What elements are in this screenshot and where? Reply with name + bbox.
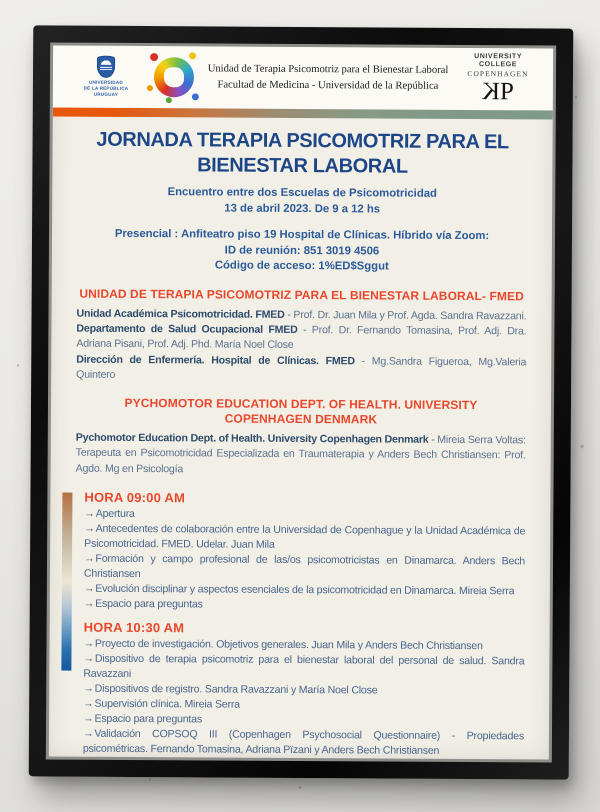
- vertical-gradient-bar: [61, 492, 72, 670]
- agenda: [74, 490, 526, 760]
- zoom-meeting-id: ID de reunión: 851 3019 4506: [224, 244, 380, 258]
- kp-mark-icon: KP: [480, 78, 515, 106]
- poster-content: [49, 116, 553, 759]
- arrow-icon: →: [83, 597, 95, 610]
- event-subtitle: [77, 185, 527, 219]
- logo-dot: [147, 85, 153, 91]
- agenda-item: [83, 652, 524, 685]
- fmed-entry-rest: - Prof. Dr. Fernando Tomasina, Prof. Adj. Dra. Adriana Pisani, Prof. Adj. Phd. María Noel Close: [76, 324, 527, 352]
- logo-dot: [166, 97, 172, 103]
- agenda-item-text: Dispositivos de registro. Sandra Ravazzani y María Noel Close: [94, 682, 378, 697]
- color-ring: [154, 57, 194, 97]
- poster-header: [53, 45, 553, 110]
- unit-ring-logo-icon: [152, 55, 196, 99]
- kp-text-line: COLLEGE: [478, 61, 518, 69]
- agenda-item-text: Proyecto de investigación. Objetivos generales. Juan Mila y Anders Bech Christiansen: [94, 637, 483, 653]
- agenda-item-text: Validación COPSOQ III (Copenhagen Psychosocial Questionnaire) - Propiedades psicométricas. Fernando Tomasina, Adriana Pïzani y Anders Bech Christiansen: [82, 727, 525, 757]
- fmed-entry-lead: Dirección de Enfermería. Hospital de Clínicas. FMED: [76, 353, 355, 367]
- kp-text-line: COPENHAGEN: [467, 69, 529, 79]
- kp-logo: [457, 53, 543, 106]
- unit-name: Unidad de Terapia Psicomotriz para el Bienestar Laboral: [207, 63, 449, 76]
- arrow-icon: →: [83, 682, 94, 695]
- copenhagen-heading-line: PYCHOMOTOR EDUCATION DEPT. OF HEALTH. UNIVERSITY: [124, 396, 478, 413]
- location-block: [77, 227, 527, 276]
- fmed-entry-lead: Departamento de Salud Ocupacional FMED: [76, 322, 298, 337]
- copenhagen-section-heading: [76, 396, 526, 429]
- title-line: BIENESTAR LABORAL: [197, 154, 408, 178]
- picture-frame: [29, 25, 574, 779]
- session-time: HORA 10:30 AM: [83, 619, 185, 636]
- arrow-icon: →: [83, 652, 94, 665]
- session-time: HORA 09:00 AM: [84, 489, 186, 506]
- arrow-icon: →: [83, 712, 94, 725]
- arrow-icon: →: [84, 552, 95, 565]
- copenhagen-section-body: [76, 431, 526, 479]
- event-poster: [49, 45, 553, 759]
- agenda-item-text: Evolución disciplinar y aspectos esenciales de la psicomotricidad en Dinamarca. Mireia Serra: [95, 582, 515, 598]
- agenda-item-text: Apertura: [95, 507, 135, 520]
- agenda-item: [84, 597, 525, 615]
- agenda-item-text: Supervisión clínica. Mireia Serra: [94, 697, 240, 711]
- subtitle-line: Encuentro entre dos Escuelas de Psicomotricidad: [167, 186, 437, 200]
- agenda-item-text: Dispositivo de terapia psicomotriz para el bienestar laboral del personal de salud. Sandra Ravazzani: [83, 652, 525, 680]
- copenhagen-entry-rest: - Mireia Serra Voltas: Terapeuta en Psicomotricidad Especializada en Traumaterapia y Anders Bech Christiansen: Prof. Agdo. Mg en Psicología: [75, 433, 526, 475]
- arrow-icon: →: [83, 637, 94, 650]
- agenda-item-text: Formación y campo profesional de las/os psicomotricistas en Dinamarca. Anders Bech Christiansen: [83, 552, 526, 580]
- fmed-entry: [76, 322, 526, 355]
- arrow-icon: →: [84, 507, 95, 520]
- copenhagen-entry-lead: Pychomotor Education Dept. of Health. University Copenhagen Denmark: [75, 431, 429, 446]
- fmed-entry-lead: Unidad Académica Psicomotricidad. FMED: [76, 307, 285, 321]
- kp-text-line: UNIVERSITY: [474, 52, 523, 61]
- udelar-name-line: URUGUAY: [93, 91, 118, 97]
- udelar-name-line: DE LA REPÚBLICA: [83, 85, 129, 91]
- venue-line: Presencial : Anfiteatro piso 19 Hospital de Clínicas. Híbrido vía Zoom:: [114, 228, 490, 243]
- agenda-item-text: Espacio para preguntas: [94, 712, 203, 726]
- udelar-logo: [69, 55, 143, 98]
- arrow-icon: →: [82, 727, 94, 740]
- arrow-icon: →: [83, 582, 95, 595]
- event-date: 13 de abril 2023. De 9 a 12 hs: [224, 202, 381, 216]
- fmed-entry-rest: - Prof. Dr. Juan Mila y Prof. Agda. Sandra Ravazzani.: [284, 308, 527, 323]
- agenda-item: [84, 521, 525, 554]
- unit-faculty: Facultad de Medicina - Universidad de la República: [217, 79, 439, 92]
- fmed-section-body: [76, 307, 526, 386]
- fmed-entry-rest: - Mg.Sandra Figueroa, Mg.Valeria Quintero: [76, 354, 527, 381]
- logo-dot: [189, 52, 196, 59]
- copenhagen-entry: [76, 431, 526, 479]
- arrow-icon: →: [84, 522, 95, 535]
- arrow-icon: →: [83, 697, 94, 710]
- copenhagen-heading-line: COPENHAGEN DENMARK: [224, 411, 378, 427]
- fmed-section-heading: UNIDAD DE TERAPIA PSICOMOTRIZ PARA EL BIENESTAR LABORAL- FMED: [79, 286, 524, 304]
- logo-dot: [192, 93, 199, 100]
- unit-header: [152, 55, 449, 101]
- page-title: [77, 128, 527, 181]
- udelar-shield-icon: [97, 55, 115, 77]
- agenda-item-text: Espacio para preguntas: [95, 597, 203, 611]
- udelar-name-line: UNIVERSIDAD: [89, 79, 123, 85]
- zoom-access-code: Código de acceso: 1%ED$Sggut: [214, 259, 389, 273]
- logo-dot: [150, 53, 158, 61]
- agenda-item: [83, 727, 524, 760]
- fmed-entry: [76, 352, 526, 385]
- title-line: JORNADA TERAPIA PSICOMOTRIZ PARA EL: [96, 128, 509, 154]
- agenda-item-text: Antecedentes de colaboración entre la Universidad de Copenhague y la Unidad Académica de Psicomotricidad. FMED. Udelar. Juan Mila: [84, 522, 526, 551]
- agenda-item: [84, 552, 525, 585]
